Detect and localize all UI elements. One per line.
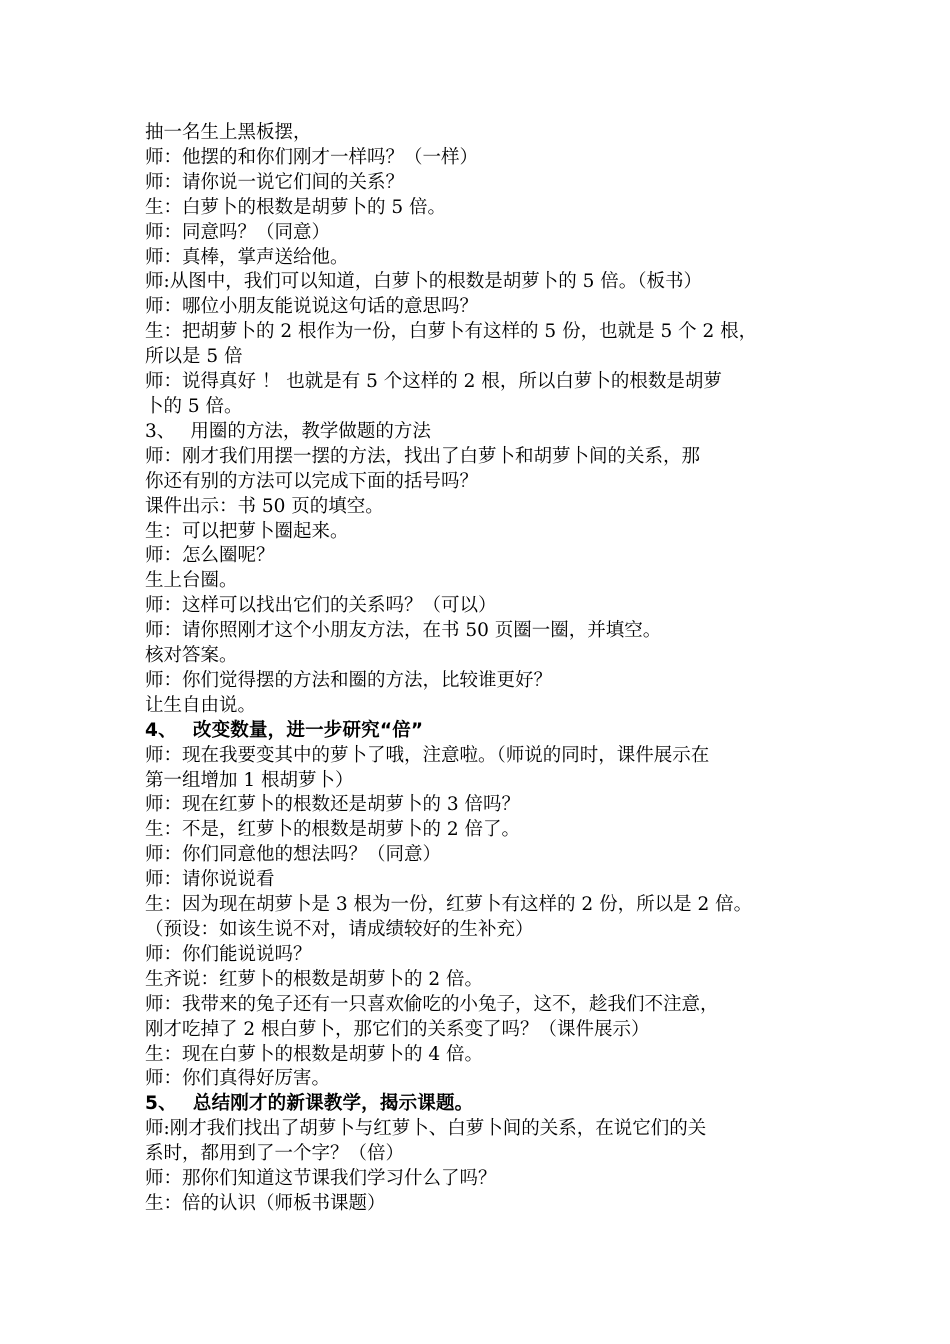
text-line: 课件出示：书 50 页的填空。 xyxy=(145,495,384,517)
text-line: 师：现在我要变其中的萝卜了哦，注意啦。（师说的同时，课件展示在 xyxy=(145,744,710,766)
text-line: 师：怎么圈呢？ xyxy=(145,545,275,567)
text-line: 生：现在白萝卜的根数是胡萝卜的 4 倍。 xyxy=(145,1043,484,1065)
text-line: 师：你们同意他的想法吗？（同意） xyxy=(145,844,442,866)
text-line: 生上台圈。 xyxy=(145,570,238,592)
section-heading: 4、 改变数量，进一步研究“倍” xyxy=(145,719,424,741)
text-line: 师：他摆的和你们刚才一样吗？（一样） xyxy=(145,146,479,168)
section-heading: 3、 用圈的方法，教学做题的方法 xyxy=(145,420,431,442)
text-line: 师：这样可以找出它们的关系吗？（可以） xyxy=(145,595,497,617)
text-line: 第一组增加 1 根胡萝卜） xyxy=(145,769,354,791)
text-line: 师：刚才我们用摆一摆的方法，找出了白萝卜和胡萝卜间的关系，那 xyxy=(145,445,701,467)
text-line: 师：真棒，掌声送给他。 xyxy=(145,246,349,268)
text-line: 师：你们真得好厉害。 xyxy=(145,1068,331,1090)
text-line: 师：那你们知道这节课我们学习什么了吗？ xyxy=(145,1168,497,1190)
text-line: 师：你们觉得摆的方法和圈的方法，比较谁更好？ xyxy=(145,669,553,691)
text-line: 生齐说：红萝卜的根数是胡萝卜的 2 倍。 xyxy=(145,968,484,990)
text-line: 师：同意吗？（同意） xyxy=(145,221,331,243)
text-line: 刚才吃掉了 2 根白萝卜，那它们的关系变了吗？（课件展示） xyxy=(145,1018,650,1040)
text-line: 师：我带来的兔子还有一只喜欢偷吃的小兔子，这不，趁我们不注意， xyxy=(145,993,719,1015)
text-line: 生：倍的认识（师板书课题） xyxy=(145,1192,386,1214)
text-line: 抽一名生上黑板摆， xyxy=(145,122,312,143)
text-line: 生：把胡萝卜的 2 根作为一份，白萝卜有这样的 5 份，也就是 5 个 2 根， xyxy=(145,321,758,343)
text-line: 系时，都用到了一个字？（倍） xyxy=(145,1143,405,1165)
text-line: 你还有别的方法可以完成下面的括号吗？ xyxy=(145,470,479,492)
text-line: 师：请你照刚才这个小朋友方法，在书 50 页圈一圈，并填空。 xyxy=(145,620,662,642)
text-line: 师:从图中，我们可以知道，白萝卜的根数是胡萝卜的 5 倍。（板书） xyxy=(145,271,703,293)
text-line: 师:刚才我们找出了胡萝卜与红萝卜、白萝卜间的关系，在说它们的关 xyxy=(145,1118,707,1140)
text-line: 卜的 5 倍。 xyxy=(145,395,243,417)
text-line: 生：白萝卜的根数是胡萝卜的 5 倍。 xyxy=(145,196,447,218)
text-line: （预设：如该生说不对，请成绩较好的生补充） xyxy=(145,919,534,940)
text-line: 师：请你说一说它们间的关系？ xyxy=(145,171,405,193)
text-line: 核对答案。 xyxy=(145,645,238,667)
text-line: 师：请你说说看 xyxy=(145,869,275,891)
document-page xyxy=(145,121,820,1217)
text-line: 生：因为现在胡萝卜是 3 根为一份，红萝卜有这样的 2 份，所以是 2 倍。 xyxy=(145,894,753,916)
text-line: 师：你们能说说吗？ xyxy=(145,943,312,965)
text-line: 师：哪位小朋友能说说这句话的意思吗？ xyxy=(145,296,479,318)
text-line: 生：可以把萝卜圈起来。 xyxy=(145,520,349,542)
text-line: 师：现在红萝卜的根数还是胡萝卜的 3 倍吗？ xyxy=(145,794,521,816)
text-line: 师：说得真好 ！ 也就是有 5 个这样的 2 根，所以白萝卜的根数是胡萝 xyxy=(145,371,722,393)
text-line: 所以是 5 倍 xyxy=(145,346,243,368)
text-line: 生：不是，红萝卜的根数是胡萝卜的 2 倍了。 xyxy=(145,819,521,841)
text-line: 让生自由说。 xyxy=(145,694,257,716)
section-heading: 5、 总结刚才的新课教学，揭示课题。 xyxy=(145,1093,474,1115)
